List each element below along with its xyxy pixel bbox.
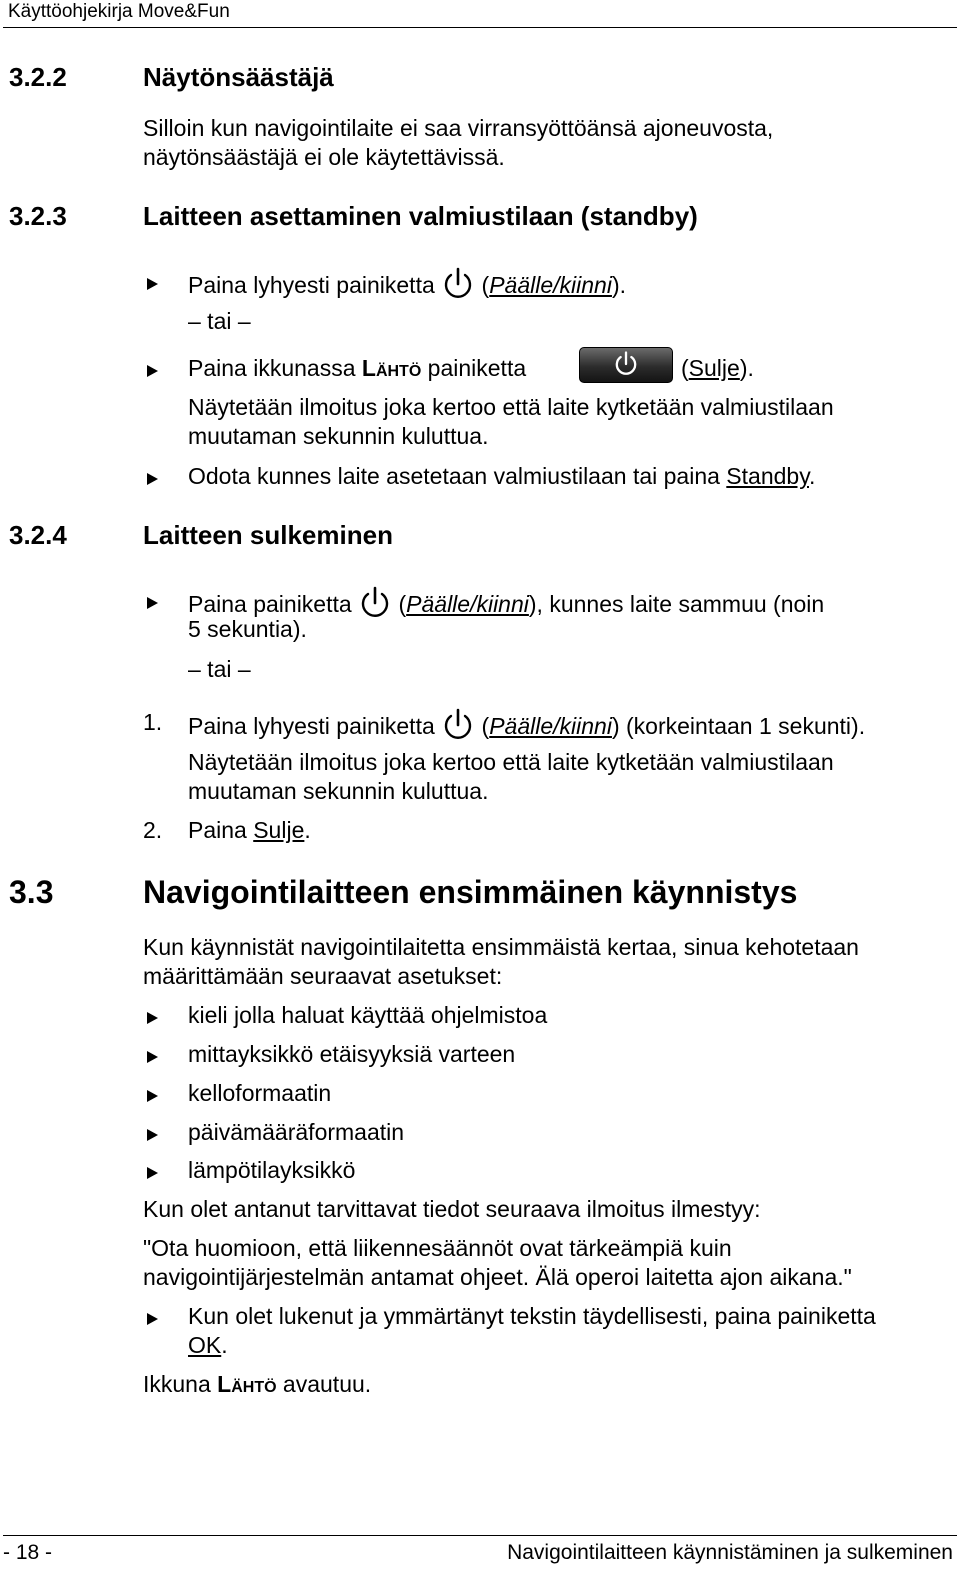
paragraph-line: Kun käynnistät navigointilaitetta ensimmäistä kertaa, sinua kehotetaan bbox=[143, 934, 859, 960]
list-item: lämpötilayksikkö bbox=[188, 1157, 356, 1183]
section-title: Laitteen sulkeminen bbox=[143, 520, 393, 550]
section-number: 3.2.2 bbox=[9, 62, 67, 92]
section-title: Navigointilaitteen ensimmäinen käynnistys bbox=[143, 874, 798, 910]
instruction-step: Odota kunnes laite asetetaan valmiustilaan tai paina Standby. bbox=[188, 463, 816, 489]
list-item: päivämääräformaatin bbox=[188, 1119, 405, 1145]
instruction-step: Paina ikkunassa Lähtö painiketta bbox=[188, 355, 527, 381]
paragraph-line: Silloin kun navigointilaite ei saa virransyöttöänsä ajoneuvosta, bbox=[143, 115, 774, 141]
instruction-step: Paina lyhyesti painiketta (Päälle/kiinni). bbox=[188, 267, 626, 301]
section-number: 3.3 bbox=[9, 874, 54, 910]
bullet-icon bbox=[147, 278, 158, 290]
info-line: Näytetään ilmoitus joka kertoo että laite kytketään valmiustilaan bbox=[188, 394, 834, 420]
section-title: Laitteen asettaminen valmiustilaan (standby) bbox=[143, 201, 698, 231]
footer-chapter: Navigointilaitteen käynnistäminen ja sulkeminen bbox=[507, 1541, 953, 1564]
power-link[interactable]: Päälle/kiinni bbox=[406, 591, 529, 617]
quote-line: navigointijärjestelmän antamat ohjeet. Älä operoi laitetta ajon aikana." bbox=[143, 1264, 852, 1290]
bullet-icon bbox=[147, 365, 158, 377]
bullet-icon bbox=[147, 473, 158, 485]
paragraph-line: näytönsäästäjä ei ole käytettävissä. bbox=[143, 144, 505, 170]
paragraph-line: Kun olet antanut tarvittavat tiedot seuraava ilmoitus ilmestyy: bbox=[143, 1196, 761, 1222]
or-separator: – tai – bbox=[188, 308, 251, 334]
power-icon bbox=[441, 267, 475, 301]
standby-link[interactable]: Standby bbox=[726, 463, 809, 489]
close-link[interactable]: Sulje bbox=[688, 355, 740, 381]
section-number: 3.2.4 bbox=[9, 520, 67, 550]
header-rule bbox=[3, 27, 957, 28]
close-power-button[interactable] bbox=[579, 347, 673, 383]
step-number: 1. bbox=[143, 709, 163, 735]
or-separator: – tai – bbox=[188, 656, 251, 682]
header-title: Käyttöohjekirja Move&Fun bbox=[8, 1, 230, 22]
instruction-step: Kun olet lukenut ja ymmärtänyt tekstin täydellisesti, paina painiketta bbox=[188, 1303, 876, 1329]
instruction-step: Paina painiketta (Päälle/kiinni), kunnes laite sammuu (noin bbox=[188, 586, 824, 620]
power-link[interactable]: Päälle/kiinni bbox=[489, 272, 612, 298]
info-line: Näytetään ilmoitus joka kertoo että laite kytketään valmiustilaan bbox=[188, 749, 834, 775]
list-item: mittayksikkö etäisyyksiä varteen bbox=[188, 1041, 516, 1067]
power-icon bbox=[613, 351, 639, 377]
instruction-continuation: OK. bbox=[188, 1332, 228, 1358]
page-number: - 18 - bbox=[3, 1541, 53, 1564]
bullet-icon bbox=[147, 597, 158, 609]
section-number: 3.2.3 bbox=[9, 201, 67, 231]
section-title: Näytönsäästäjä bbox=[143, 62, 334, 92]
info-line: muutaman sekunnin kuluttua. bbox=[188, 778, 489, 804]
instruction-continuation: 5 sekuntia). bbox=[188, 616, 307, 642]
bullet-icon bbox=[147, 1090, 158, 1102]
close-link-group: (Sulje). bbox=[681, 355, 754, 381]
power-link[interactable]: Päälle/kiinni bbox=[489, 713, 612, 739]
numbered-step: Paina lyhyesti painiketta (Päälle/kiinni) (korkeintaan 1 sekunti). bbox=[188, 708, 865, 742]
numbered-step: Paina Sulje. bbox=[188, 817, 311, 843]
list-item: kelloformaatin bbox=[188, 1080, 332, 1106]
closing-line: Ikkuna Lähtö avautuu. bbox=[143, 1371, 372, 1397]
bullet-icon bbox=[147, 1012, 158, 1024]
bullet-icon bbox=[147, 1167, 158, 1179]
info-line: muutaman sekunnin kuluttua. bbox=[188, 423, 489, 449]
bullet-icon bbox=[147, 1051, 158, 1063]
power-icon bbox=[441, 708, 475, 742]
step-number: 2. bbox=[143, 817, 163, 843]
quote-line: "Ota huomioon, että liikennesäännöt ovat tärkeämpiä kuin bbox=[143, 1235, 732, 1261]
bullet-icon bbox=[147, 1313, 158, 1325]
ok-link[interactable]: OK bbox=[188, 1332, 222, 1358]
footer-rule bbox=[3, 1535, 957, 1536]
list-item: kieli jolla haluat käyttää ohjelmistoa bbox=[188, 1002, 548, 1028]
paragraph-line: määrittämään seuraavat asetukset: bbox=[143, 963, 503, 989]
power-icon bbox=[358, 586, 392, 620]
close-link[interactable]: Sulje bbox=[253, 817, 305, 843]
bullet-icon bbox=[147, 1129, 158, 1141]
